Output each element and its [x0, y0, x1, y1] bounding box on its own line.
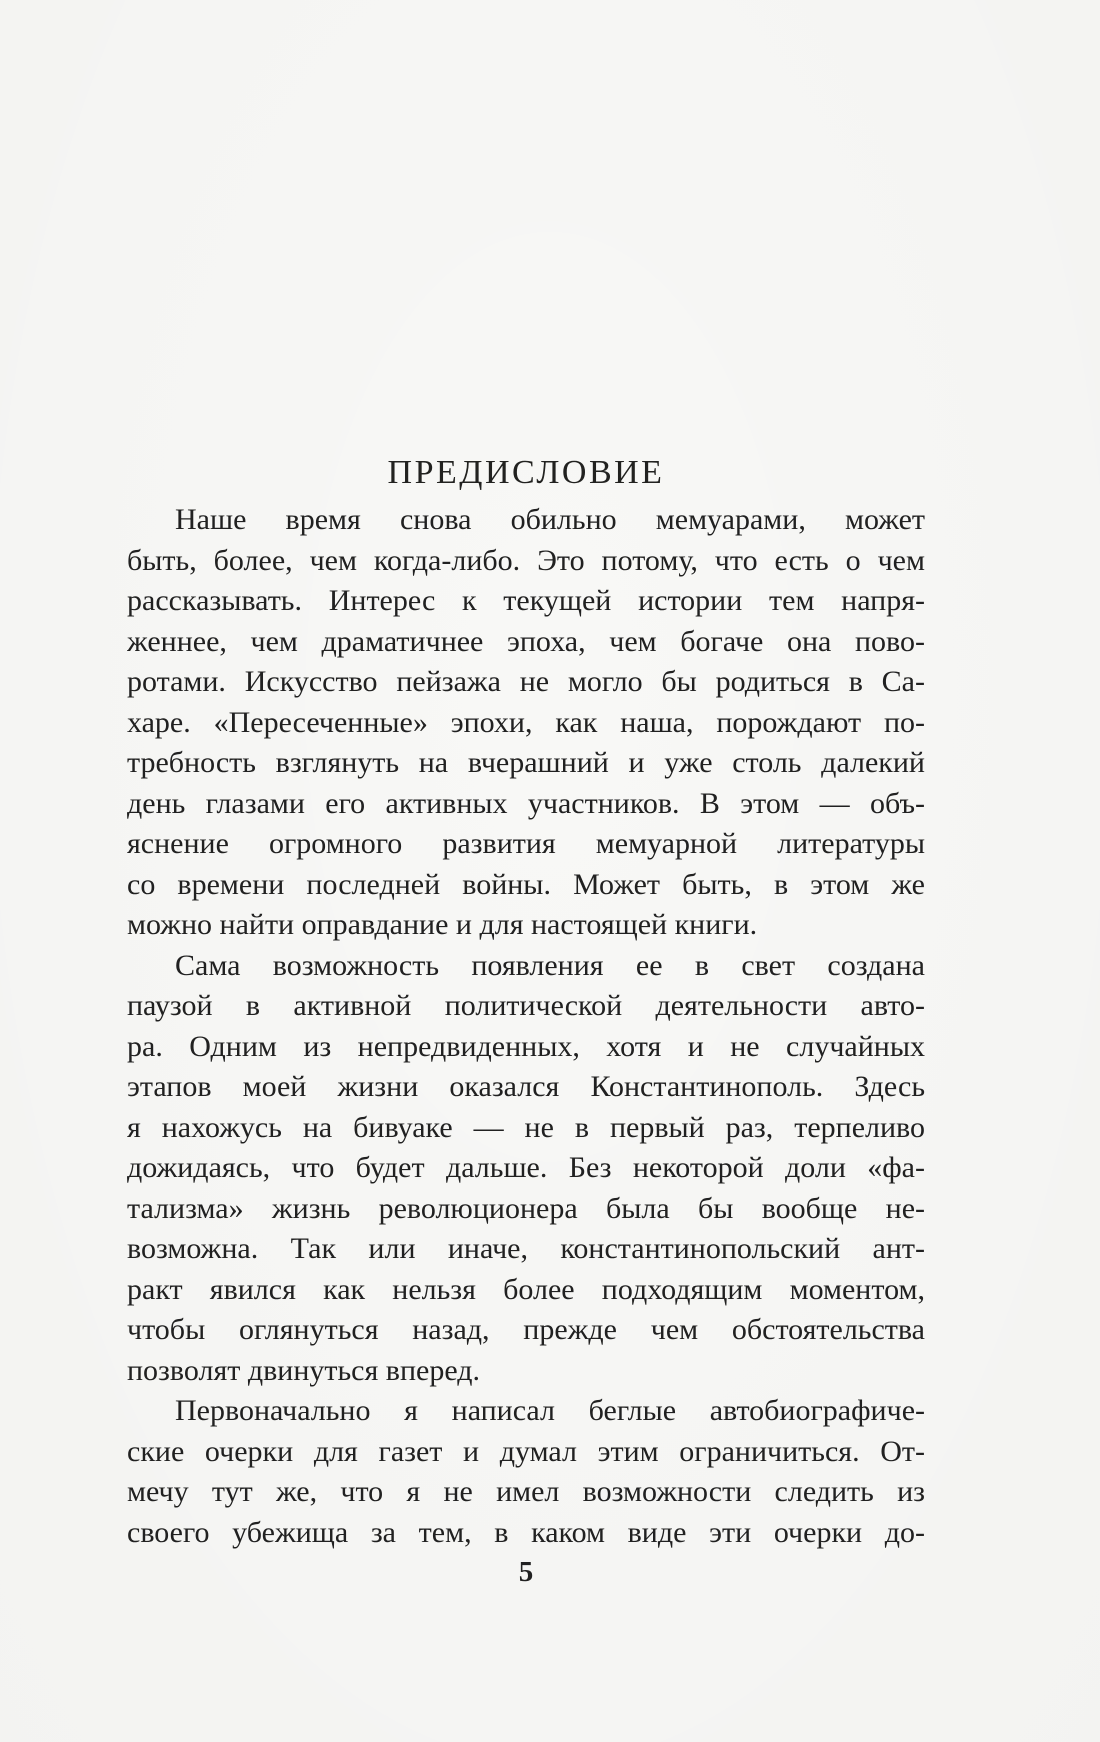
text-line: дожидаясь, что будет дальше. Без некоторой доли «фа- — [127, 1151, 925, 1184]
text-line: чтобы оглянуться назад, прежде чем обстоятельства — [127, 1313, 925, 1346]
text-line: Первоначально я написал беглые автобиографиче- — [175, 1394, 925, 1427]
text-line: женнее, чем драматичнее эпоха, чем богаче она пово- — [127, 624, 925, 658]
text-line: этапов моей жизни оказался Константинополь. Здесь — [127, 1070, 925, 1103]
text-line: яснение огромного развития мемуарной литературы — [127, 827, 925, 860]
text-line: день глазами его активных участников. В этом — объ- — [127, 786, 925, 820]
text-line: Наше время снова обильно мемуарами, может — [175, 503, 925, 536]
text-line: можно найти оправдание и для настоящей книги. — [127, 908, 758, 941]
text-line: Сама возможность появления ее в свет создана — [175, 948, 925, 982]
text-line: своего убежища за тем, в каком виде эти очерки до- — [127, 1515, 925, 1549]
text-line: со времени последней войны. Может быть, в этом же — [127, 867, 925, 901]
text-line: харе. «Пересеченные» эпохи, как наша, порождают по- — [127, 705, 925, 739]
text-line: ротами. Искусство пейзажа не могло бы родиться в Са- — [127, 665, 925, 698]
text-line: я нахожусь на бивуаке — не в первый раз, терпеливо — [127, 1110, 925, 1144]
text-line: возможна. Так или иначе, константинопольский ант- — [127, 1232, 925, 1265]
text-line: тализма» жизнь революционера была бы вообще не- — [127, 1191, 925, 1225]
text-line: рассказывать. Интерес к текущей истории тем напря- — [127, 584, 925, 617]
text-line: требность взглянуть на вчерашний и уже столь далекий — [127, 746, 925, 779]
chapter-title: ПРЕДИСЛОВИЕ — [387, 453, 665, 491]
body-text — [127, 500, 925, 1553]
page-number: 5 — [518, 1556, 534, 1588]
text-line: позволят двинуться вперед. — [127, 1353, 481, 1387]
text-line: ракт явился как нельзя более подходящим моментом, — [127, 1272, 925, 1306]
text-line: ские очерки для газет и думал этим ограничиться. От- — [127, 1434, 925, 1468]
text-line: мечу тут же, что я не имел возможности следить из — [127, 1475, 925, 1508]
text-line: паузой в активной политической деятельности авто- — [127, 989, 925, 1022]
text-line: ра. Одним из непредвиденных, хотя и не случайных — [127, 1029, 925, 1063]
text-line: быть, более, чем когда-либо. Это потому, что есть о чем — [127, 543, 925, 577]
